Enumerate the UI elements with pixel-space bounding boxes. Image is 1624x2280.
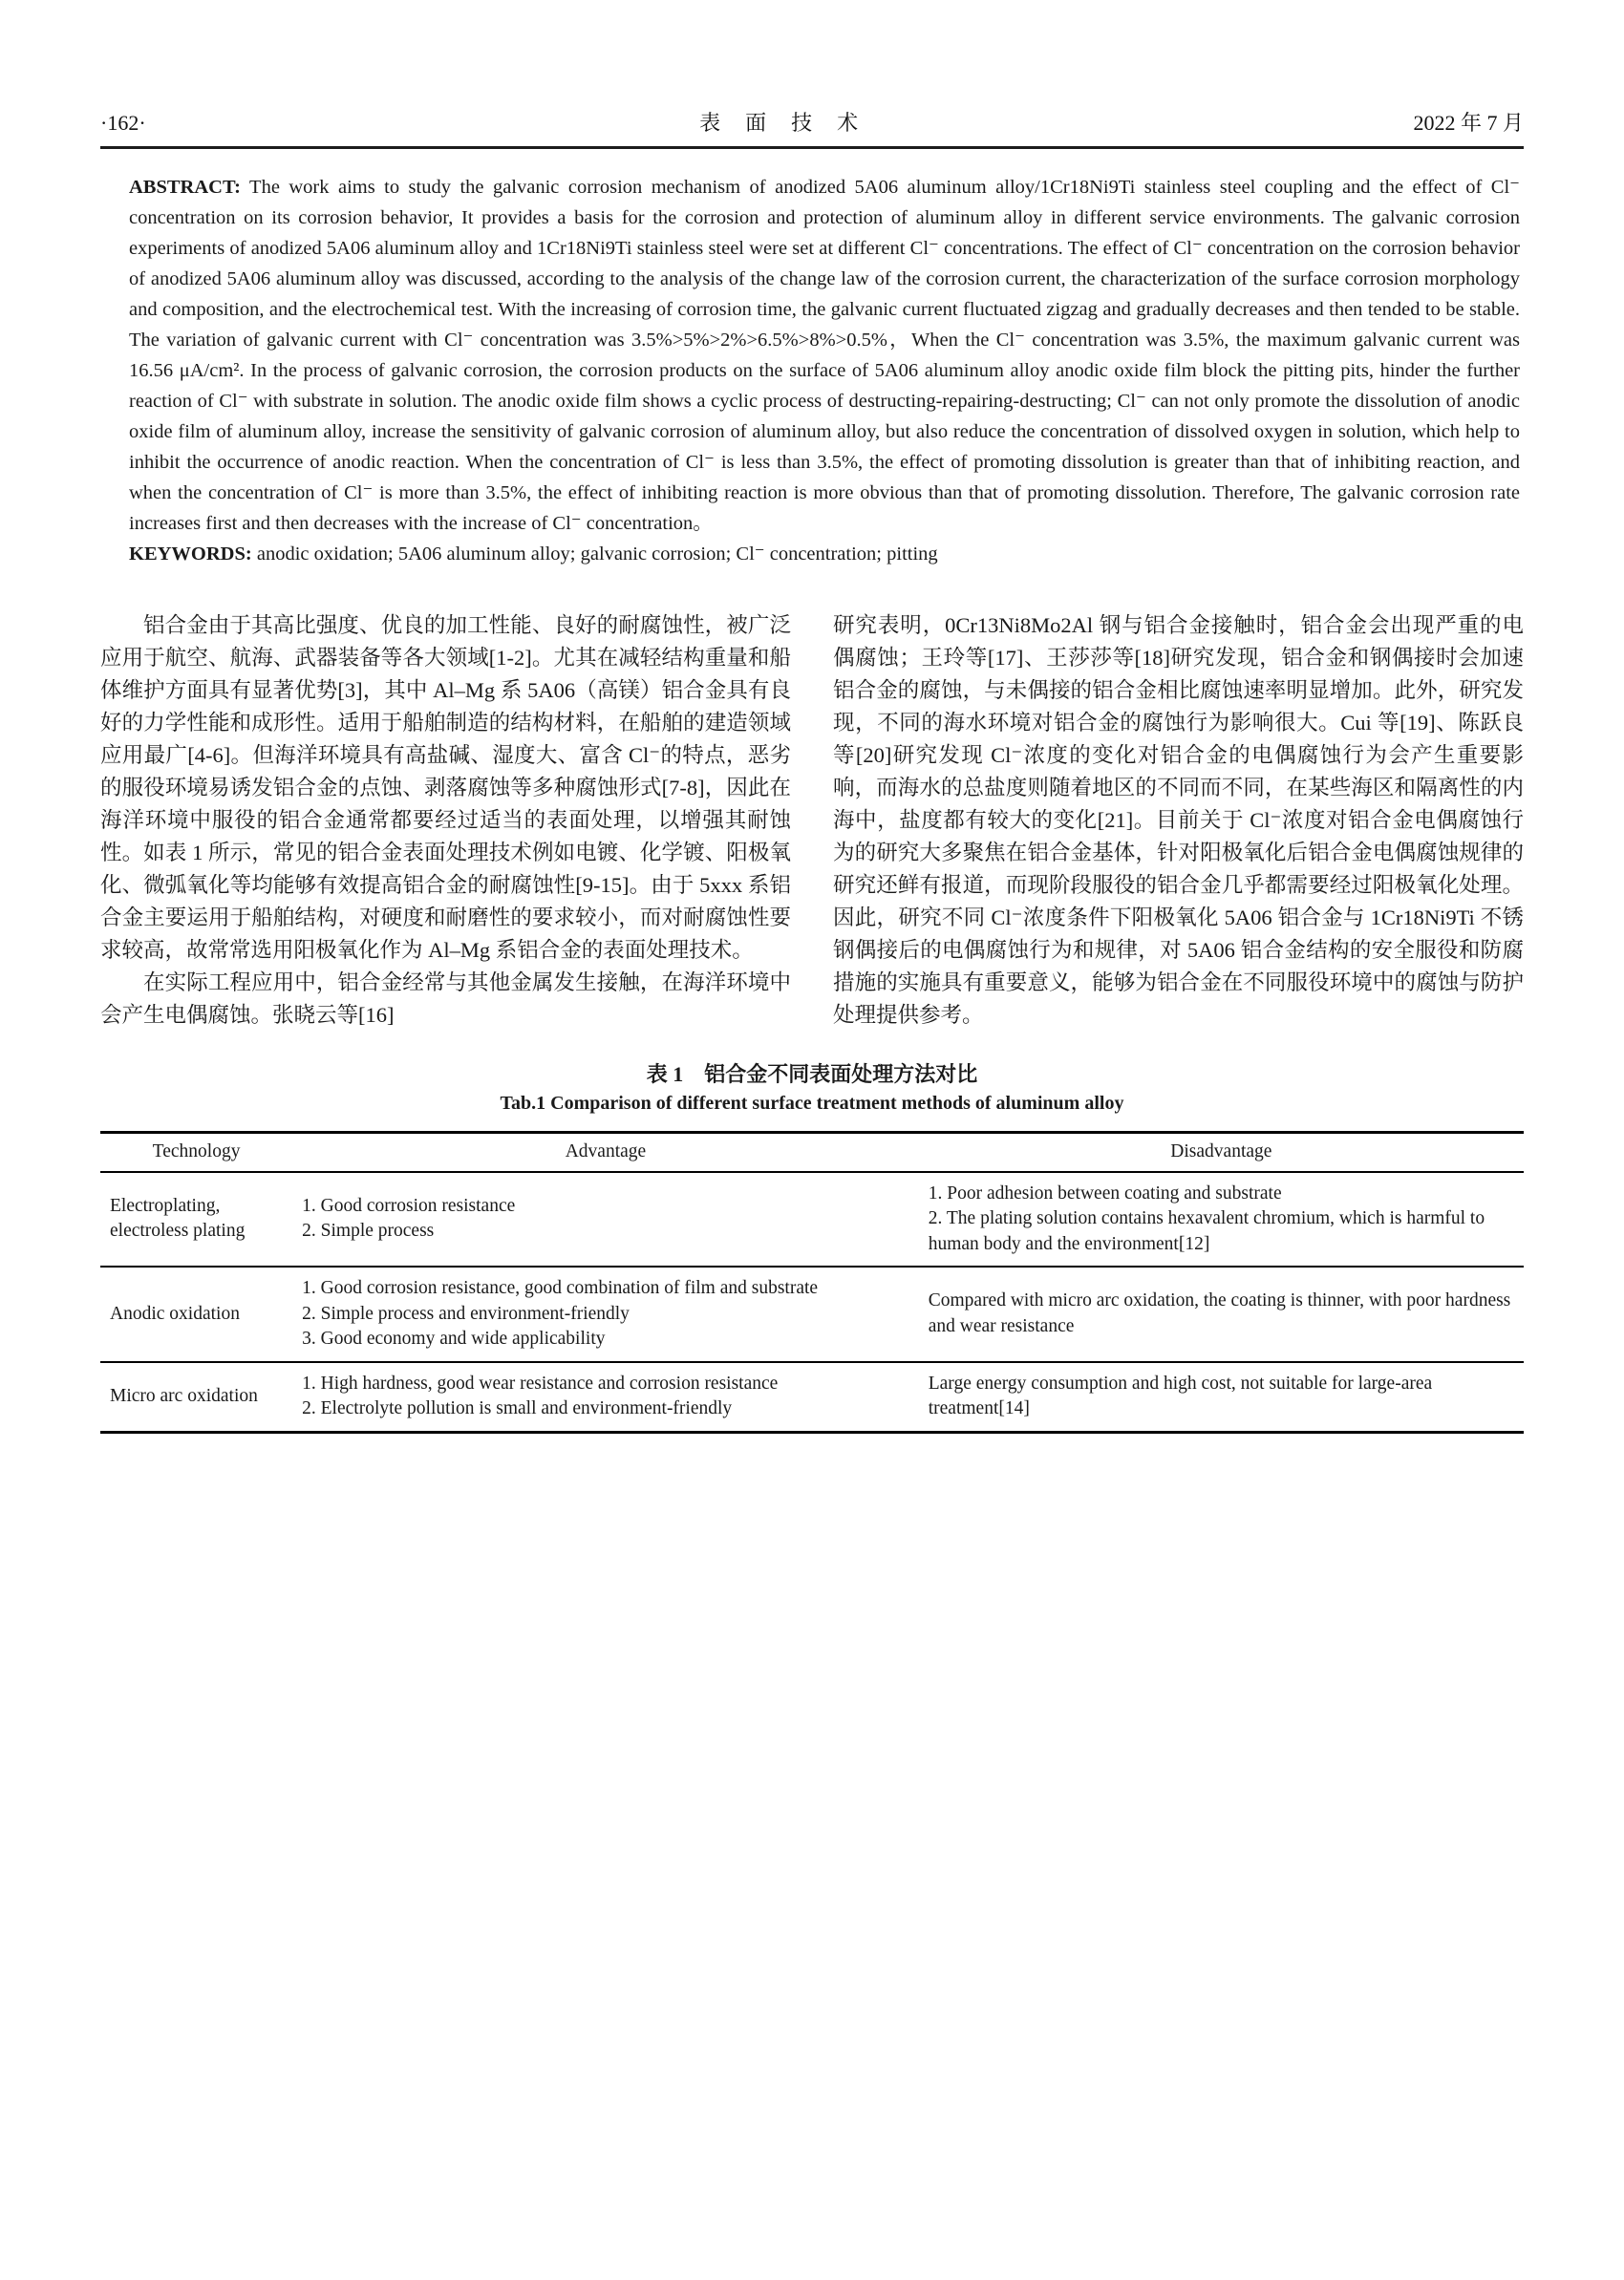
- advantage-item: 2. Electrolyte pollution is small and environment-friendly: [302, 1398, 733, 1418]
- body-text: [100, 609, 1524, 1032]
- technology-cell: Electroplating, electroless plating: [100, 1172, 292, 1268]
- header-rule: [100, 146, 1524, 149]
- keywords-label: KEYWORDS:: [129, 543, 252, 565]
- advantage-item: 2. Simple process and environment-friendly: [302, 1303, 630, 1324]
- advantage-cell: [292, 1267, 919, 1362]
- left-paragraph-2: 在实际工程应用中，铝合金经常与其他金属发生接触，在海洋环境中会产生电偶腐蚀。张晓云等[16]: [100, 970, 791, 1027]
- table-caption-en: Tab.1 Comparison of different surface treatment methods of aluminum alloy: [500, 1093, 1124, 1114]
- disadvantage-item: 1. Poor adhesion between coating and substrate: [928, 1183, 1282, 1204]
- col-header-advantage: Advantage: [292, 1133, 919, 1172]
- table-header-row: [100, 1133, 1524, 1172]
- comparison-table: [100, 1131, 1524, 1434]
- keywords-text: anodic oxidation; 5A06 aluminum alloy; galvanic corrosion; Cl⁻ concentration; pitting: [256, 543, 938, 565]
- technology-cell: Anodic oxidation: [100, 1267, 292, 1362]
- disadvantage-cell: [919, 1172, 1524, 1268]
- advantage-item: 1. Good corrosion resistance: [302, 1195, 516, 1216]
- advantage-item: 2. Simple process: [302, 1221, 435, 1242]
- advantage-item: 1. High hardness, good wear resistance and corrosion resistance: [302, 1373, 779, 1394]
- technology-cell: Micro arc oxidation: [100, 1362, 292, 1433]
- advantage-item: 1. Good corrosion resistance, good combination of film and substrate: [302, 1278, 819, 1298]
- issue-date: 2022 年 7 月: [1413, 111, 1524, 135]
- table-caption-zh: 表 1 铝合金不同表面处理方法对比: [646, 1062, 978, 1086]
- right-column: [833, 609, 1524, 1032]
- disadvantage-item: Compared with micro arc oxidation, the coating is thinner, with poor hardness and wear resistance: [928, 1290, 1511, 1336]
- disadvantage-item: 2. The plating solution contains hexavalent chromium, which is harmful to human body and the environment[12]: [928, 1208, 1485, 1254]
- abstract-text: The work aims to study the galvanic corrosion mechanism of anodized 5A06 aluminum alloy/1Cr18Ni9Ti stainless steel coupling and the effect of Cl⁻ concentration on its corrosion behavior, It provides a basis for the corrosion and protection of aluminum alloy in different service environments. The galvanic corrosion experiments of anodized 5A06 aluminum alloy and 1Cr18Ni9Ti stainless steel were set at different Cl⁻ concentrations. The effect of Cl⁻ concentration on the corrosion behavior of anodized 5A06 aluminum alloy was discussed, according to the analysis of the change law of the corrosion current, the characterization of the surface corrosion morphology and composition, and the electrochemical test. With the increasing of corrosion time, the galvanic current fluctuated zigzag and gradually decreases and then tended to be stable. The variation of galvanic current with Cl⁻ concentration was 3.5%>5%>2%>6.5%>8%>0.5%，When the Cl⁻ concentration was 3.5%, the maximum galvanic current was 16.56 μA/cm². In the process of galvanic corrosion, the corrosion products on the surface of 5A06 aluminum alloy anodic oxide film block the pitting pits, hinder the further reaction of Cl⁻ with substrate in solution. The anodic oxide film shows a cyclic process of destructing-repairing-destructing; Cl⁻ can not only promote the dissolution of anodic oxide film of aluminum alloy, increase the sensitivity of galvanic corrosion of aluminum alloy, but also reduce the concentration of dissolved oxygen in solution, which help to inhibit the occurrence of anodic reaction. When the concentration of Cl⁻ is less than 3.5%, the effect of promoting dissolution is greater than that of inhibiting reaction, and when the concentration of Cl⁻ is more than 3.5%, the effect of inhibiting reaction is more obvious than that of promoting dissolution. Therefore, The galvanic corrosion rate increases first and then decreases with the increase of Cl⁻ concentration。: [129, 177, 1520, 534]
- advantage-cell: [292, 1172, 919, 1268]
- page-header: [100, 0, 1524, 137]
- advantage-item: 3. Good economy and wide applicability: [302, 1329, 606, 1349]
- table-row: [100, 1362, 1524, 1433]
- table-captions: [100, 1060, 1524, 1118]
- left-paragraph-1: 铝合金由于其高比强度、优良的加工性能、良好的耐腐蚀性，被广泛应用于航空、航海、武器装备等各大领域[1-2]。尤其在减轻结构重量和船体维护方面具有显著优势[3]，其中 Al–Mg 系 5A06（高镁）铝合金具有良好的力学性能和成形性。适用于船舶制造的结构材料，在船舶的建造领域应用最广[4-6]。但海洋环境具有高盐碱、湿度大、富含 Cl⁻的特点，恶劣的服役环境易诱发铝合金的点蚀、剥落腐蚀等多种腐蚀形式[7-8]，因此在海洋环境中服役的铝合金通常都要经过适当的表面处理，以增强其耐蚀性。如表 1 所示，常见的铝合金表面处理技术例如电镀、化学镀、阳极氧化、微弧氧化等均能够有效提高铝合金的耐腐蚀性[9-15]。由于 5xxx 系铝合金主要运用于船舶结构，对硬度和耐磨性的要求较小，而对耐腐蚀性要求较高，故常常选用阳极氧化作为 Al–Mg 系铝合金的表面处理技术。: [100, 613, 791, 962]
- abstract-paragraph: [129, 172, 1520, 539]
- abstract-label: ABSTRACT:: [129, 177, 241, 198]
- keywords-line: [129, 539, 1520, 569]
- abstract-section: [129, 172, 1520, 569]
- disadvantage-cell: [919, 1362, 1524, 1433]
- col-header-technology: Technology: [100, 1133, 292, 1172]
- disadvantage-item: Large energy consumption and high cost, not suitable for large-area treatment[14]: [928, 1373, 1433, 1418]
- journal-title: 表 面 技 术: [699, 111, 861, 135]
- table-row: [100, 1172, 1524, 1268]
- left-column: [100, 609, 791, 1032]
- disadvantage-cell: [919, 1267, 1524, 1362]
- right-paragraph-1: 研究表明，0Cr13Ni8Mo2Al 钢与铝合金接触时，铝合金会出现严重的电偶腐蚀；王玲等[17]、王莎莎等[18]研究发现，铝合金和钢偶接时会加速铝合金的腐蚀，与未偶接的铝合金相比腐蚀速率明显增加。此外，研究发现，不同的海水环境对铝合金的腐蚀行为影响很大。Cui 等[19]、陈跃良等[20]研究发现 Cl⁻浓度的变化对铝合金的电偶腐蚀行为会产生重要影响，而海水的总盐度则随着地区的不同而不同，在某些海区和隔离性的内海中，盐度都有较大的变化[21]。目前关于 Cl⁻浓度对铝合金电偶腐蚀行为的研究大多聚焦在铝合金基体，针对阳极氧化后铝合金电偶腐蚀规律的研究还鲜有报道，而现阶段服役的铝合金几乎都需要经过阳极氧化处理。因此，研究不同 Cl⁻浓度条件下阳极氧化 5A06 铝合金与 1Cr18Ni9Ti 不锈钢偶接后的电偶腐蚀行为和规律，对 5A06 铝合金结构的安全服役和防腐措施的实施具有重要意义，能够为铝合金在不同服役环境中的腐蚀与防护处理提供参考。: [833, 613, 1524, 1027]
- col-header-disadvantage: Disadvantage: [919, 1133, 1524, 1172]
- advantage-cell: [292, 1362, 919, 1433]
- page-number: ·162·: [100, 111, 146, 135]
- table-row: [100, 1267, 1524, 1362]
